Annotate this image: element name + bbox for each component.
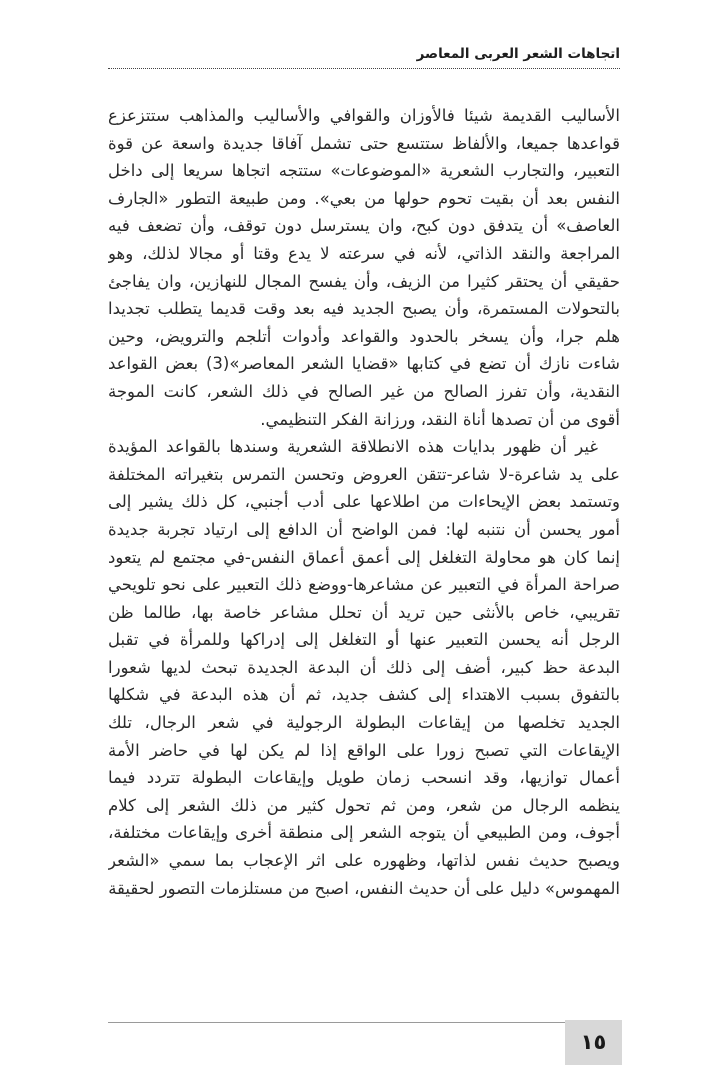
text-line: ويصبح حديث نفس لذاتها، وظهوره على اثر الإعجاب بما سمي «الشعر bbox=[108, 851, 620, 871]
text-line: الإيقاعات التي تصبح زورا على الواقع إذا لم يكن لها في حاضر الأمة bbox=[108, 740, 620, 760]
text-line: المراجعة والنقد الذاتي، لأنه في سرعته لا يدع وقتا أو مجالا لذلك، وهو bbox=[108, 243, 620, 263]
text-line: أقوى من أن تصدها أناة النقد، ورزانة الفكر التنظيمي. bbox=[260, 409, 620, 429]
text-line: النفس بعد أن بقيت تحوم حولها من بعي». ومن طبيعة التطور «الجارف bbox=[108, 188, 620, 208]
text-line: التعبير، والتجارب الشعرية «الموضوعات» ستتجه اتجاها سريعا إلى داخل bbox=[108, 161, 620, 181]
text-line: قواعدها جميعا، والألفاظ ستتسع حتى تشمل آفاقا جديدة واسعة عن قوة bbox=[108, 133, 620, 153]
text-line: هلم جرا، وأن يسخر بالحدود والقواعد وأدوات أتلجم والترويض، وحين bbox=[108, 326, 620, 346]
text-line: أجوف، ومن الطبيعي أن يتوجه الشعر إلى منطقة أخرى وإيقاعات مختلفة، bbox=[108, 823, 620, 843]
text-line: غير أن ظهور بدايات هذه الانطلاقة الشعرية وسندها بالقواعد المؤيدة bbox=[108, 437, 598, 457]
text-line: أمور يحسن أن نتنبه لها: فمن الواضح أن الدافع إلى ارتياد تجربة جديدة bbox=[108, 519, 620, 539]
text-line: شاءت نازك أن تضع في كتابها «قضايا الشعر المعاصر»(3) بعض القواعد bbox=[108, 354, 620, 374]
header-divider bbox=[108, 68, 620, 69]
text-line: النقدية، وأن تفرز الصالح من غير الصالح في ذلك الشعر، كانت الموجة bbox=[108, 381, 620, 401]
text-line: الرجل أنه يحسن التعبير عنها أو التغلغل إلى إدراكها وللمرأة في تقبل bbox=[108, 630, 620, 650]
text-line: إنما كان هو محاولة التغلغل إلى أعمق أعماق النفس-في مجتمع لم يتعود bbox=[108, 547, 620, 567]
text-line: الجديد تخلصها من إيقاعات البطولة الرجولية في شعر الرجال، تلك bbox=[108, 713, 620, 733]
body-text bbox=[108, 102, 620, 902]
text-line: تقريبي، خاص بالأنثى حين تريد أن تحلل مشاعر خاصة بها، طالما ظن bbox=[108, 602, 620, 622]
text-line: الأساليب القديمة شيئا فالأوزان والقوافي والأساليب والمذاهب ستتزعزع bbox=[108, 106, 620, 125]
page-number: ١٥ bbox=[565, 1020, 622, 1065]
text-line: حقيقي أن يحتقر كثيرا من الزيف، وأن يفسح المجال للنهازين، وان يفاجئ bbox=[108, 271, 620, 291]
text-line: ينظمه الرجال من شعر، ومن ثم تحول كثير من ذلك الشعر إلى كلام bbox=[108, 795, 620, 815]
text-line: وتستمد بعض الإيحاءات من اطلاعها على أدب أجنبي، كل ذلك يشير إلى bbox=[108, 492, 620, 512]
text-line: العاصف» أن يتدفق دون كبح، وان يسترسل دون توقف، وأن تضعف فيه bbox=[108, 216, 620, 236]
text-line: بالتحولات المستمرة، وأن يصبح الجديد فيه بعد وقت قديما يتطلب تجديدا bbox=[108, 299, 620, 319]
text-line: صراحة المرأة في التعبير عن مشاعرها-ووضع ذلك التعبير على نحو تلويحي bbox=[108, 575, 620, 595]
text-line: البدعة حظ كبير، أضف إلى ذلك أن البدعة الجديدة تبحث لديها شعورا bbox=[108, 657, 620, 677]
text-line: بالتفوق بسبب الاهتداء إلى كشف جديد، ثم أن هذه البدعة في شكلها bbox=[108, 685, 620, 705]
text-line: أعمال توازيها، وقد انسحب زمان طويل وإيقاعات البطولة تتردد فيما bbox=[108, 768, 620, 788]
text-line: على يد شاعرة-لا شاعر-تتقن العروض وتحسن التمرس بتغيراته المختلفة bbox=[108, 464, 620, 484]
running-header: اتجاهات الشعر العربى المعاصر bbox=[416, 46, 620, 62]
text-line: المهموس» دليل على أن حديث النفس، اصبح من مستلزمات التصور لحقيقة bbox=[108, 878, 620, 898]
footer-divider bbox=[108, 1022, 620, 1023]
